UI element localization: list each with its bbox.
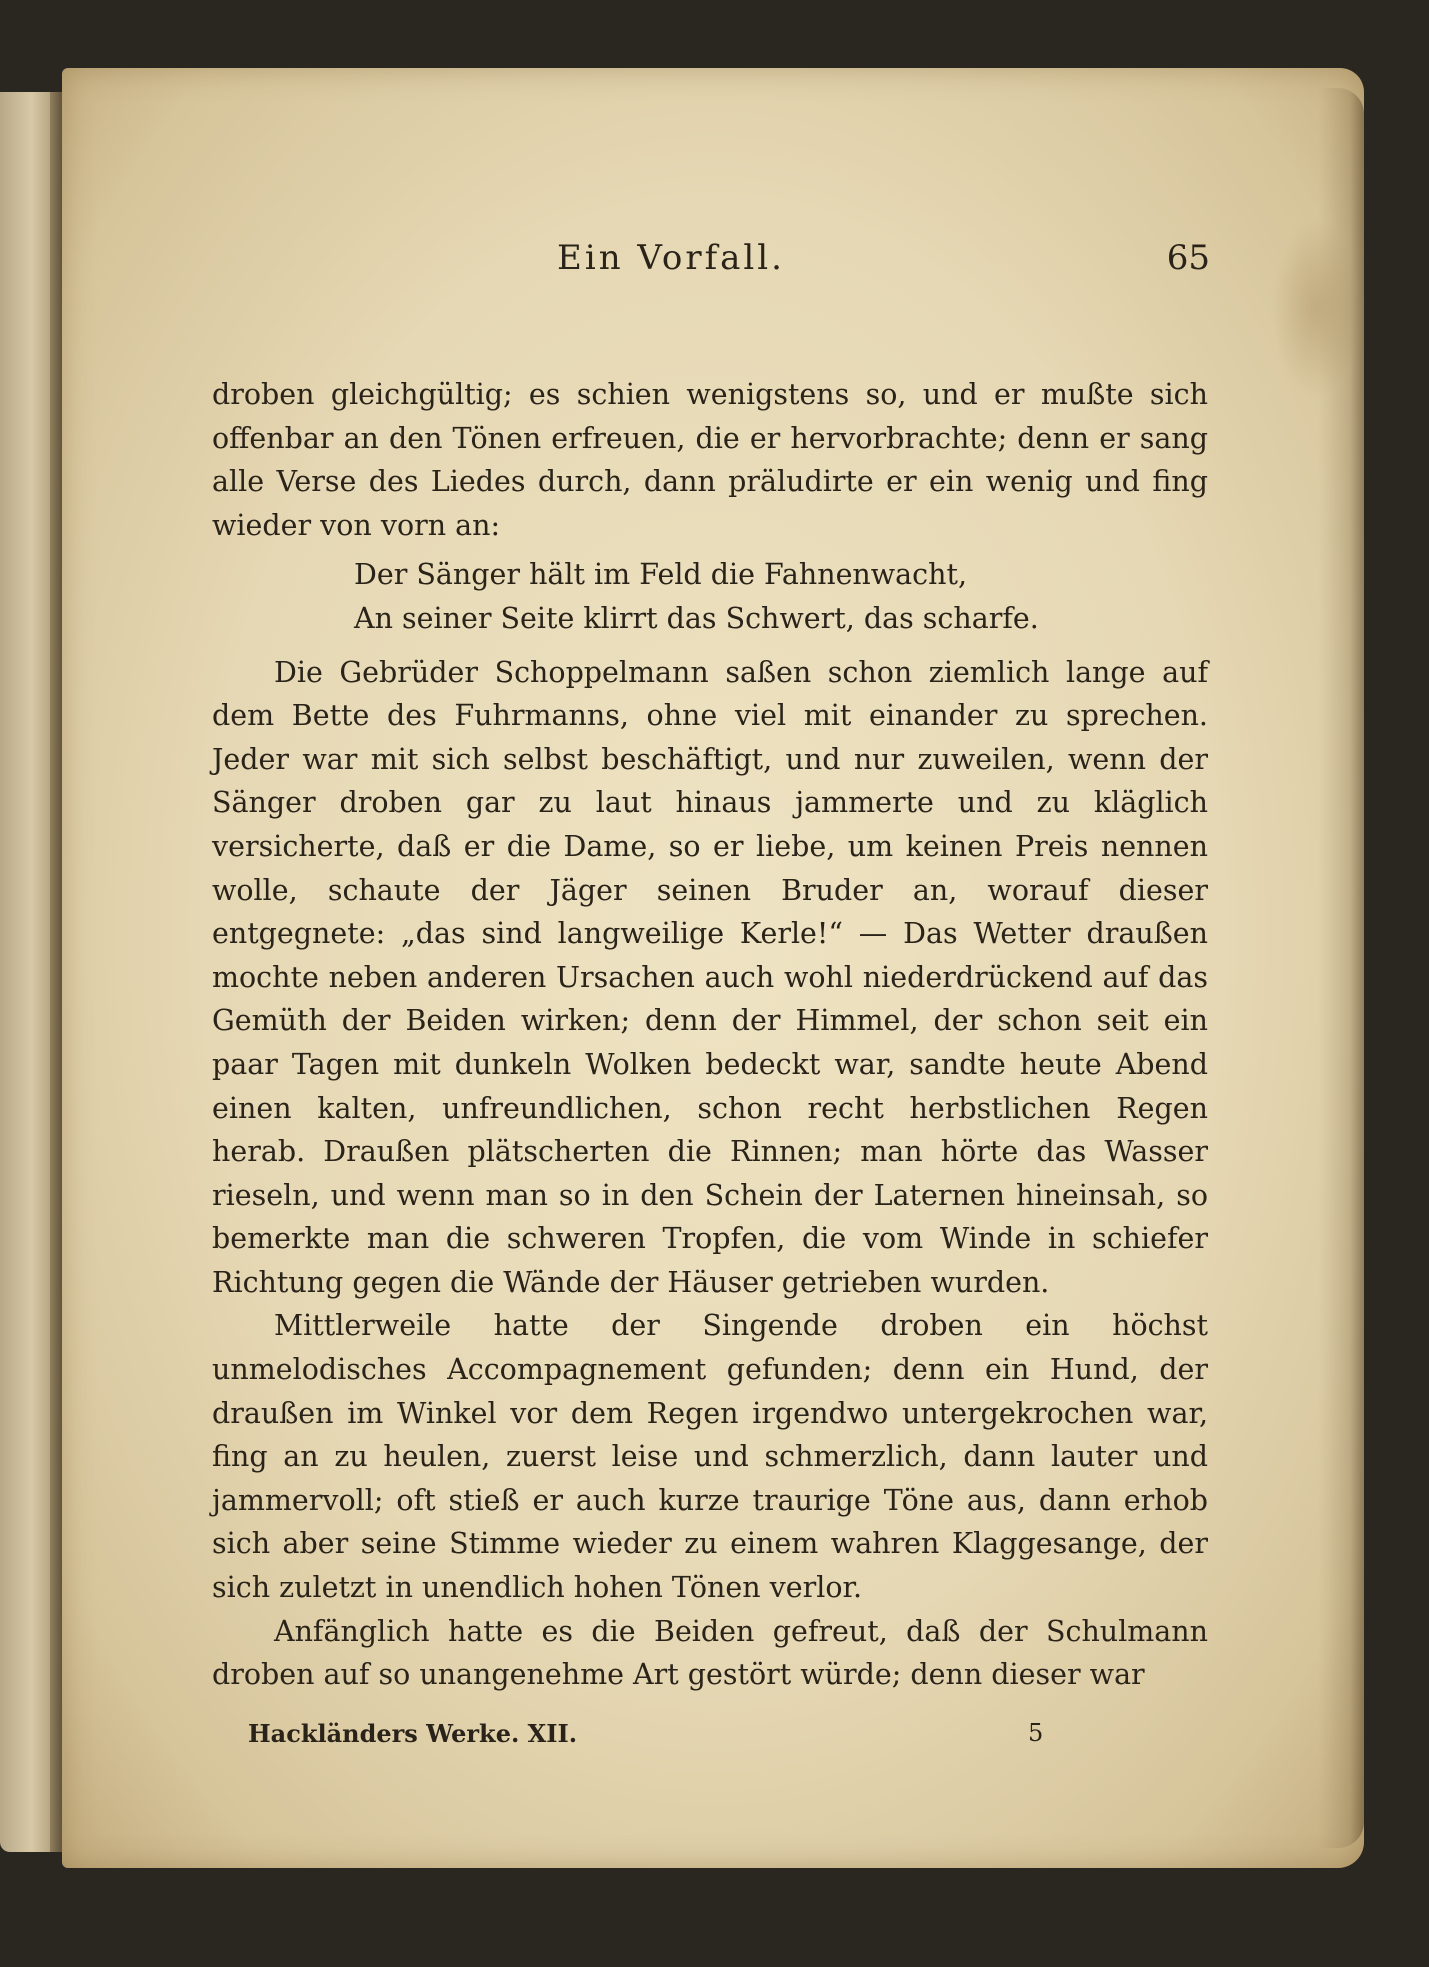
signature-number: 5 bbox=[1028, 1719, 1044, 1747]
poem-line-1: Der Sänger hält im Feld die Fahnenwacht, bbox=[354, 558, 968, 592]
printer-signature: Hackländers Werke. XII. bbox=[248, 1719, 578, 1748]
paragraph-1: droben gleichgültig; es schien wenigstens so, und er mußte sich offenbar an den Tönen erfreuen, die er hervorbrachte; denn er sang alle Verse des Liedes durch, dann präludirte er ein wenig und fing wieder von vorn an: bbox=[212, 378, 1208, 542]
paragraph-2: Die Gebrüder Schoppelmann saßen schon ziemlich lange auf dem Bette des Fuhrmanns, ohne viel mit einander zu sprechen. Jeder war mit sich selbst beschäftigt, und nur zuweilen, wenn der Sänger droben gar zu laut hinaus jammerte und zu kläglich versicherte, daß er die Dame, so er liebe, um keinen Preis nennen wolle, schaute der Jäger seinen Bruder an, worauf dieser entgegnete: „das sind langweilige Kerle!“ — Das Wetter draußen mochte neben anderen Ursachen auch wohl niederdrückend auf das Gemüth der Beiden wirken; denn der Himmel, der schon seit ein paar Tagen mit dunkeln Wolken bedeckt war, sandte heute Abend einen kalten, unfreundlichen, schon recht herbstlichen Regen herab. Draußen plätscherten die Rinnen; man hörte das Wasser rieseln, und wenn man so in den Schein der Laternen hineinsah, so bemerkte man die schweren Tropfen, die vom Winde in schiefer Richtung gegen die Wände der Häuser getrieben wurden. bbox=[212, 655, 1208, 1299]
page-footer bbox=[248, 1719, 1048, 1763]
paragraph-4: Anfänglich hatte es die Beiden gefreut, daß der Schulmann droben auf so unangenehme Art gestört würde; denn dieser war bbox=[212, 1614, 1208, 1692]
poem-line-2: An seiner Seite klirrt das Schwert, das scharfe. bbox=[354, 601, 1039, 635]
running-title: Ein Vorfall. bbox=[557, 238, 785, 278]
paper-stain bbox=[1272, 218, 1362, 398]
page-header bbox=[132, 230, 1210, 290]
book-page bbox=[62, 68, 1364, 1868]
poem-quote bbox=[212, 553, 1208, 640]
text-block bbox=[212, 373, 1208, 1697]
page-number: 65 bbox=[1166, 238, 1210, 278]
paragraph-3: Mittlerweile hatte der Singende droben ein höchst unmelodisches Accompagnement gefunden; denn ein Hund, der draußen im Winkel vor dem Regen irgendwo untergekrochen war, fing an zu heulen, zuerst leise und schmerzlich, dann lauter und jammervoll; oft stieß er auch kurze traurige Töne aus, dann erhob sich aber seine Stimme wieder zu einem wahren Klaggesange, der sich zuletzt in unendlich hohen Tönen verlor. bbox=[212, 1309, 1208, 1605]
